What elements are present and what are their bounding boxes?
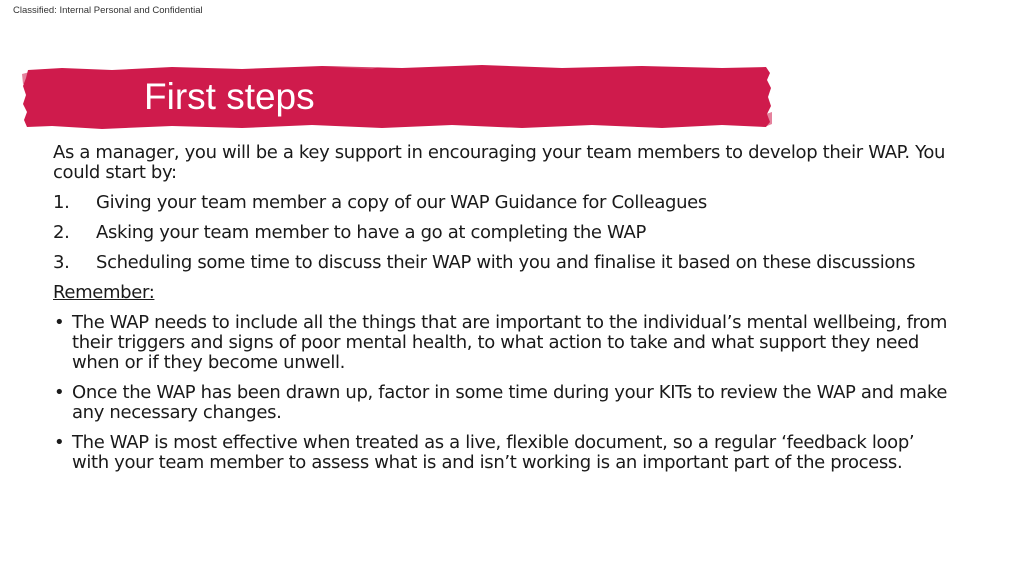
title-banner (22, 64, 772, 130)
bullet-text: Once the WAP has been drawn up, factor in some time during your KITs to review the WAP and make any necessary changes. (72, 382, 948, 423)
list-number: 1. (53, 192, 70, 213)
steps-list (53, 193, 953, 273)
bullet-icon: • (54, 312, 65, 333)
bullet-icon: • (54, 432, 65, 453)
classification-label: Classified: Internal Personal and Confidential (13, 5, 203, 16)
list-item (53, 433, 953, 473)
slide-title: First steps (144, 76, 315, 117)
bullet-text: The WAP needs to include all the things that are important to the individual’s mental wellbeing, from their triggers and signs of poor mental health, to what action to take and what support they need when or if they become unwell. (72, 312, 948, 373)
step-text: Giving your team member a copy of our WAP Guidance for Colleagues (96, 192, 707, 213)
remember-list (53, 313, 953, 473)
list-item (53, 383, 953, 423)
slide-body (53, 143, 953, 483)
remember-heading: Remember: (53, 282, 155, 303)
list-item (53, 313, 953, 373)
intro-paragraph: As a manager, you will be a key support in encouraging your team members to develop their WAP. You could start by: (53, 142, 946, 183)
list-item (53, 253, 953, 273)
list-item (53, 223, 953, 243)
list-item (53, 193, 953, 213)
step-text: Scheduling some time to discuss their WAP with you and finalise it based on these discussions (96, 252, 916, 273)
list-number: 3. (53, 252, 70, 273)
bullet-text: The WAP is most effective when treated as a live, flexible document, so a regular ‘feedback loop’ with your team member to assess what is and isn’t working is an important part of the process. (72, 432, 915, 473)
list-number: 2. (53, 222, 70, 243)
bullet-icon: • (54, 382, 65, 403)
brush-stroke-background (22, 64, 772, 130)
step-text: Asking your team member to have a go at completing the WAP (96, 222, 646, 243)
